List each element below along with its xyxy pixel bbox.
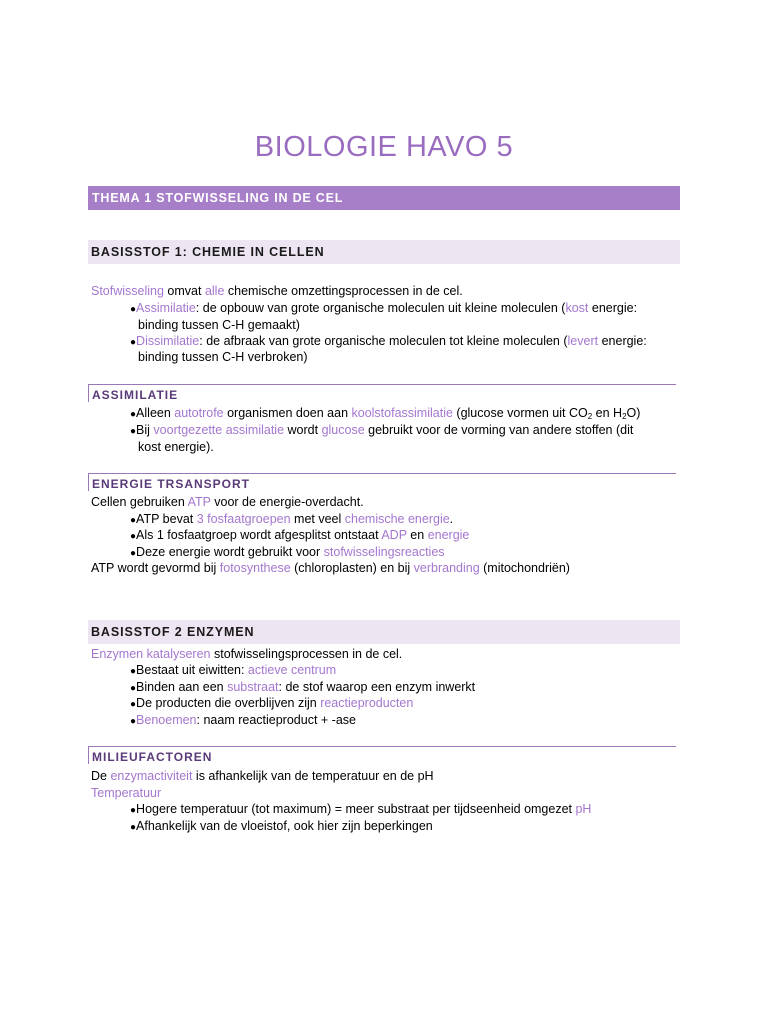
text-line: De enzymactiviteit is afhankelijk van de temperatuur en de pH <box>91 769 434 783</box>
bullet-item: ●Deze energie wordt gebruikt voor stofwisselingsreacties <box>130 545 445 559</box>
text-line: binding tussen C-H verbroken) <box>138 350 308 364</box>
bullet-item: ●Afhankelijk van de vloeistof, ook hier zijn beperkingen <box>130 819 433 833</box>
subsection-heading-assimilatie: ASSIMILATIE <box>88 384 676 402</box>
bullet-item: ●Als 1 fosfaatgroep wordt afgesplitst ontstaat ADP en energie <box>130 528 470 542</box>
text-line: Stofwisseling omvat alle chemische omzettingsprocessen in de cel. <box>91 284 463 298</box>
bullet-item: ●Assimilatie: de opbouw van grote organische moleculen uit kleine moleculen (kost energie: <box>130 301 638 315</box>
bullet-item: ●Dissimilatie: de afbraak van grote organische moleculen tot kleine moleculen (levert energie: <box>130 334 647 348</box>
bullet-item: ●Bij voortgezette assimilatie wordt glucose gebruikt voor de vorming van andere stoffen (dit <box>130 423 634 437</box>
document-title: BIOLOGIE HAVO 5 <box>254 131 514 163</box>
theme-heading: THEMA 1 STOFWISSELING IN DE CEL <box>88 186 680 210</box>
section-heading-basisstof-1: BASISSTOF 1: CHEMIE IN CELLEN <box>88 240 680 264</box>
bullet-item: ●De producten die overblijven zijn reactieproducten <box>130 696 414 710</box>
text-line: Cellen gebruiken ATP voor de energie-overdacht. <box>91 495 364 509</box>
text-line: ATP wordt gevormd bij fotosynthese (chloroplasten) en bij verbranding (mitochondriën) <box>91 561 570 575</box>
bullet-item: ●ATP bevat 3 fosfaatgroepen met veel chemische energie. <box>130 512 454 526</box>
text-line: Enzymen katalyseren stofwisselingsprocessen in de cel. <box>91 647 403 661</box>
bullet-item: ●Alleen autotrofe organismen doen aan koolstofassimilatie (glucose vormen uit $CO_2$ en $H_2O$) <box>130 406 641 421</box>
text-line: kost energie). <box>138 440 214 454</box>
subsection-heading-energie: ENERGIE TRSANSPORT <box>88 473 676 491</box>
text-line-temperatuur: Temperatuur <box>91 786 162 800</box>
bullet-item: ●Bestaat uit eiwitten: actieve centrum <box>130 663 337 677</box>
bullet-item: ●Binden aan een substraat: de stof waarop een enzym inwerkt <box>130 680 476 694</box>
subsection-heading-milieufactoren: MILIEUFACTOREN <box>88 746 676 764</box>
section-heading-basisstof-2: BASISSTOF 2 ENZYMEN <box>88 620 680 644</box>
bullet-item: ●Benoemen: naam reactieproduct + -ase <box>130 713 356 727</box>
text-line: binding tussen C-H gemaakt) <box>138 318 300 332</box>
bullet-item: ●Hogere temperatuur (tot maximum) = meer substraat per tijdseenheid omgezet pH <box>130 802 592 816</box>
